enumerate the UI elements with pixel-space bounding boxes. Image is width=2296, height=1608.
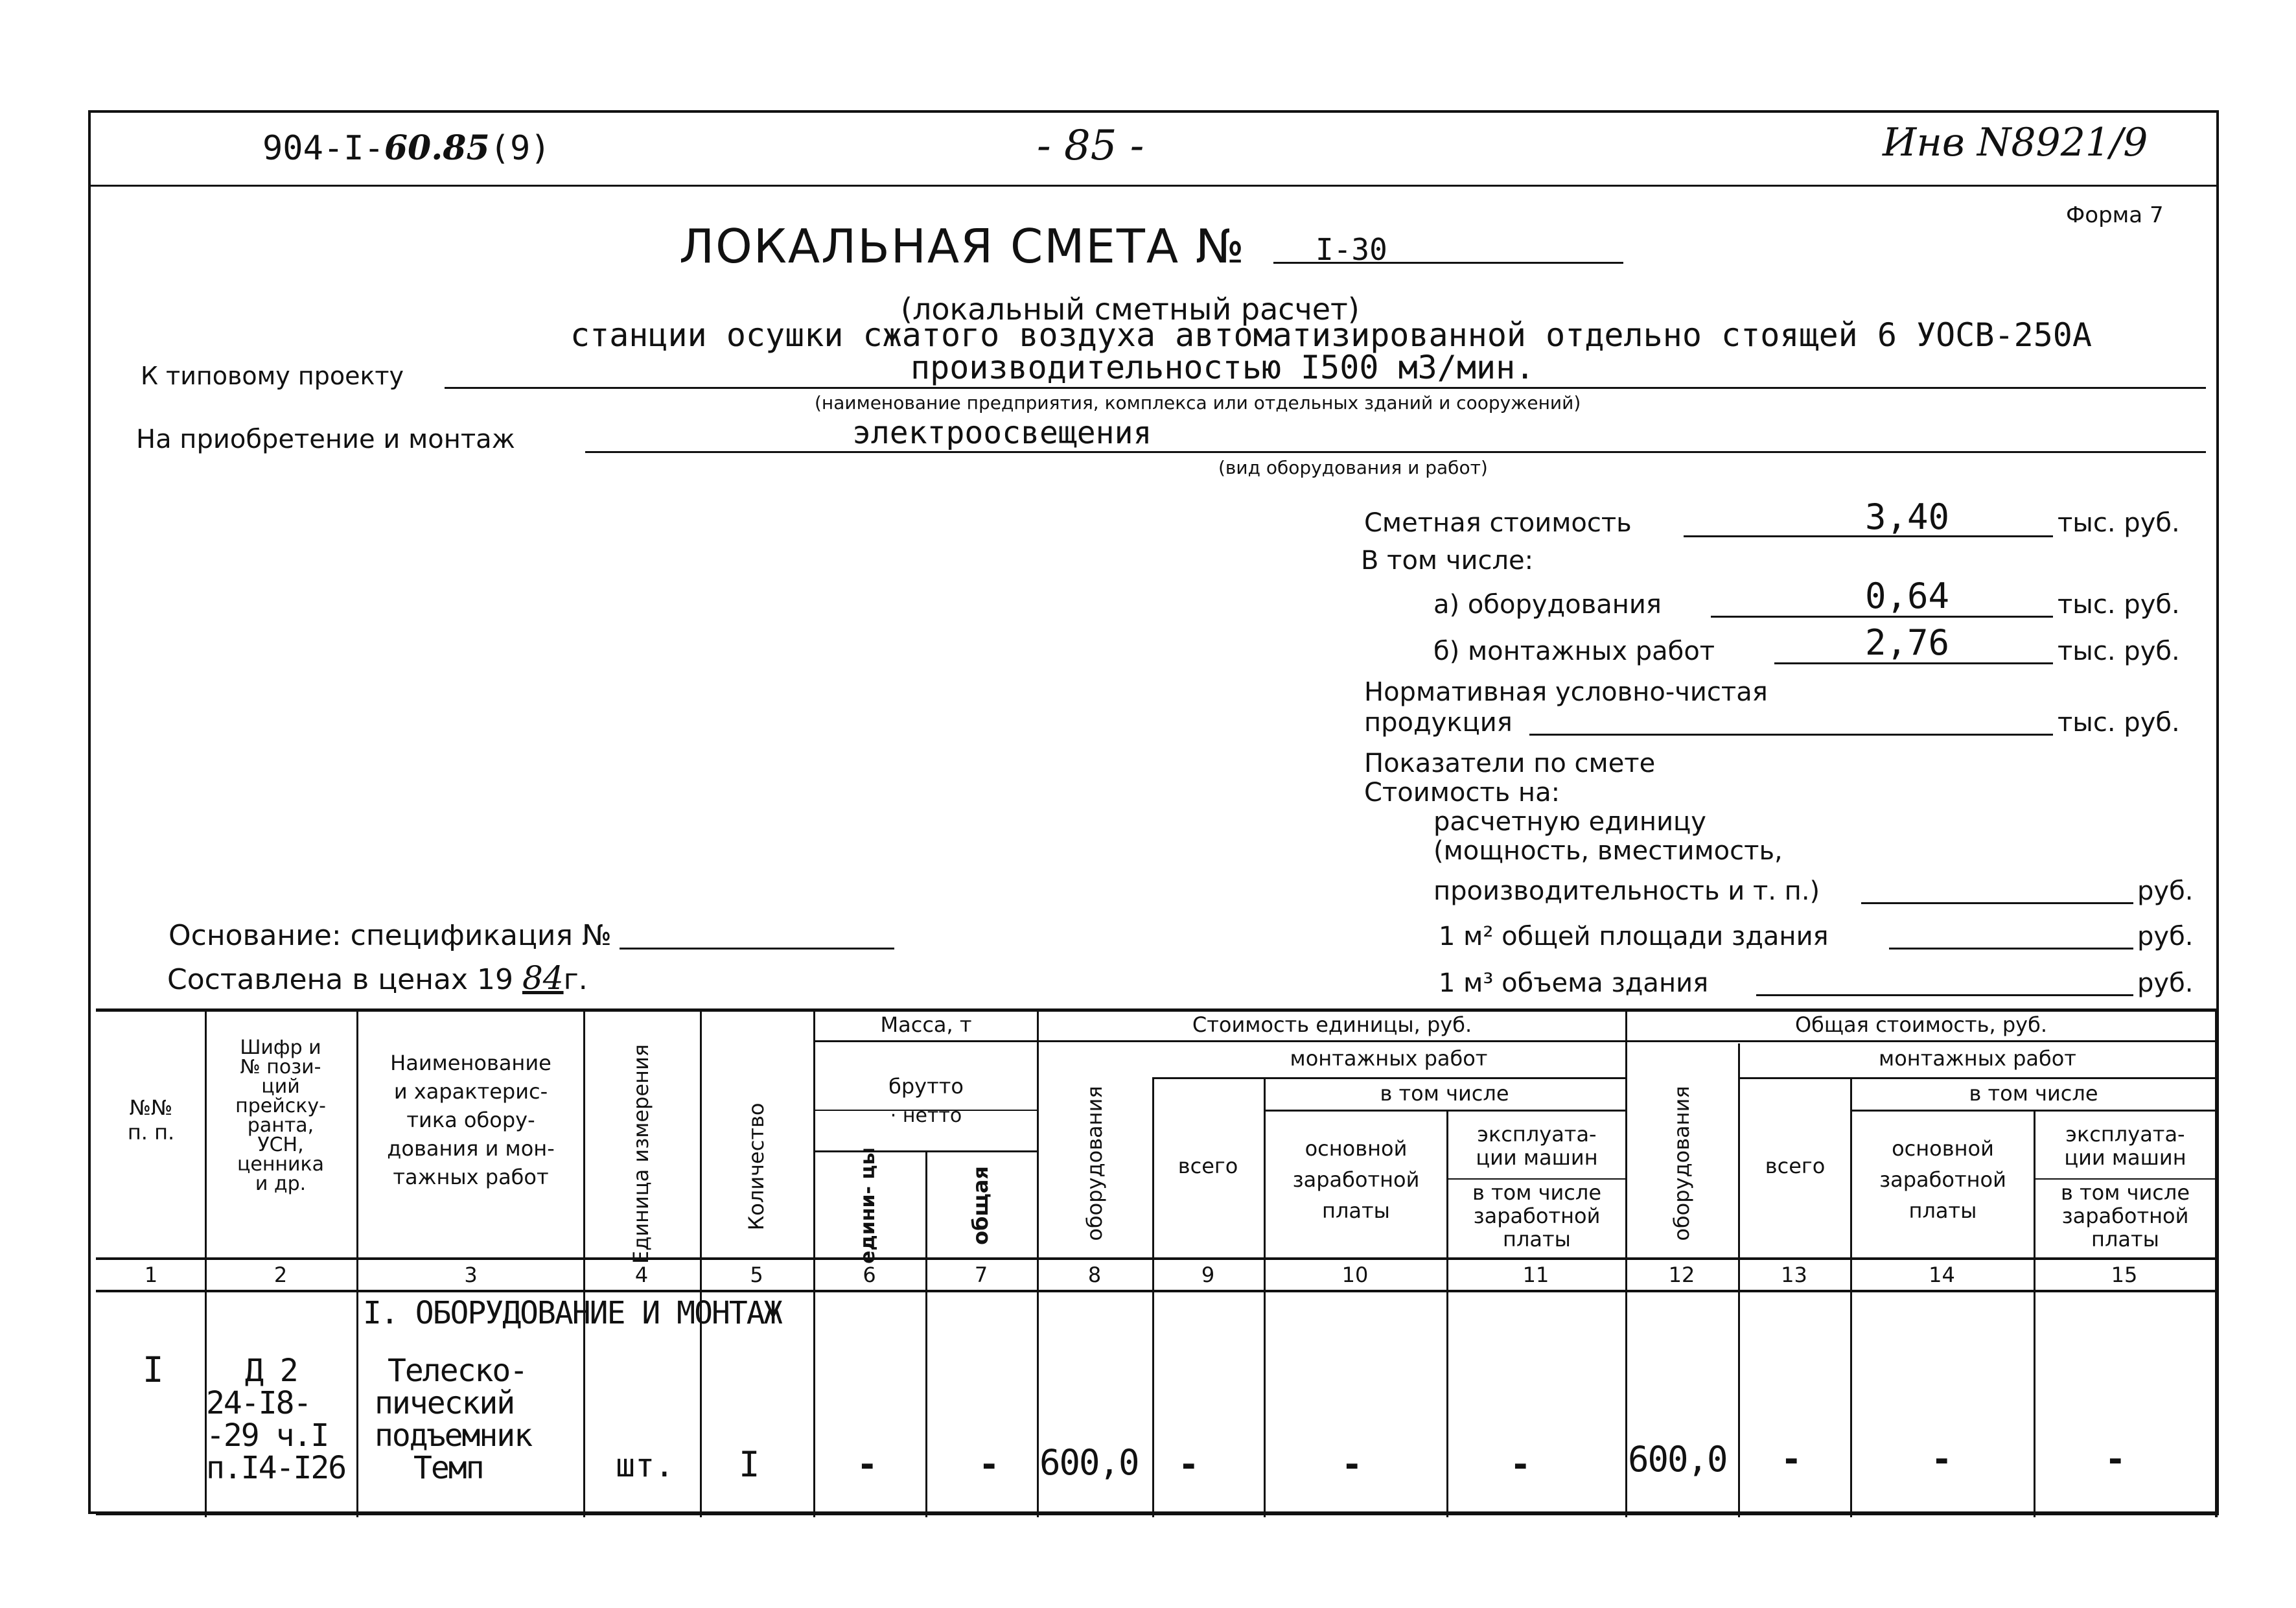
total-mach-under <box>2034 1178 2215 1180</box>
th-name-line: Наименование <box>390 1051 551 1075</box>
acquisition-label: На приобретение и монтаж <box>136 425 515 454</box>
unit-calc-line2: (мощность, вместимость, <box>1433 836 1783 866</box>
row-code-line: -29 ч.I <box>206 1417 329 1454</box>
th-code-line: ранта, <box>247 1114 314 1137</box>
th-wage-line: основной <box>1892 1136 1994 1161</box>
col-number-2: 2 <box>273 1263 288 1287</box>
col-border-right <box>2215 1012 2218 1517</box>
installation-cost-value: 2,76 <box>1865 622 1950 663</box>
th-brutto: брутто <box>888 1074 964 1099</box>
project-caption: (наименование предприятия, комплекса или отдельных зданий и сооружений) <box>815 392 1581 414</box>
row-name-line: пический <box>375 1385 515 1421</box>
project-label-underline <box>445 387 2206 389</box>
row-code-line: 24-I8- <box>206 1385 311 1421</box>
acquisition-value: электроосвещения <box>852 415 1152 451</box>
th-code-line: и др. <box>255 1172 307 1195</box>
th-total-equipment: оборудования <box>1669 1086 1694 1241</box>
th-total-machines <box>2035 1123 2215 1169</box>
section-title: I. ОБОРУДОВАНИЕ И МОНТАЖ <box>363 1295 782 1331</box>
cost-on-label: Стоимость на: <box>1364 778 1560 808</box>
prices-suffix: г. <box>563 963 588 996</box>
mass-under <box>815 1040 1037 1042</box>
col-border <box>2034 1112 2035 1517</box>
th-total-basic-wage <box>1852 1133 2034 1226</box>
th-mach-line: эксплуата- <box>1477 1122 1597 1147</box>
th-code-line: прейску- <box>235 1095 326 1117</box>
unit-calc-line3: производительность и т. п.) <box>1433 876 1820 906</box>
normative-label-line1: Нормативная условно-чистая <box>1364 677 1768 707</box>
th-name-line: тика обору- <box>406 1108 535 1132</box>
header-bottom-line <box>96 1257 2215 1260</box>
th-wage-line: заработной <box>1879 1167 2006 1192</box>
unit-calc-rub: руб. <box>2137 876 2194 906</box>
th-unit-including: в том числе <box>1380 1081 1509 1106</box>
area-rub: руб. <box>2137 922 2194 951</box>
col-number-12: 12 <box>1668 1263 1695 1287</box>
th-name-line: дования и мон- <box>387 1136 555 1161</box>
th-unit-machines-wage <box>1448 1181 1625 1251</box>
installation-cost-unit: тыс. руб. <box>2058 636 2180 666</box>
colnum-bottom-line <box>96 1290 2215 1292</box>
col-number-10: 10 <box>1341 1263 1369 1287</box>
th-machwage-line: в том числе <box>1472 1180 1601 1205</box>
th-qty: Количество <box>744 1102 769 1231</box>
th-code-line: ценника <box>237 1153 325 1176</box>
th-unit-cost: Стоимость единицы, руб. <box>1192 1012 1472 1037</box>
unit-inst-under <box>1152 1077 1625 1079</box>
col-number-7: 7 <box>974 1263 988 1287</box>
th-wage-line: заработной <box>1292 1167 1420 1192</box>
th-code-line: ций <box>261 1075 300 1098</box>
th-wage-line: платы <box>1322 1198 1390 1223</box>
row-code-line: п.I4-I26 <box>206 1450 346 1486</box>
th-unit-total: всего <box>1177 1154 1238 1178</box>
doc-code-suffix: (9) <box>489 129 551 168</box>
th-code-line: УСН, <box>257 1134 304 1156</box>
th-netto: · нетто <box>890 1104 962 1127</box>
th-machwage-line: заработной <box>1473 1204 1601 1228</box>
page-title: ЛОКАЛЬНАЯ СМЕТА № <box>679 219 1246 274</box>
th-mach-line: эксплуата- <box>2065 1122 2185 1147</box>
row-inst-mach: - <box>1510 1444 1531 1485</box>
unit-calc-underline <box>1861 902 2133 904</box>
unit-mach-under <box>1446 1178 1625 1180</box>
row-tot-inst: - <box>1781 1439 1802 1480</box>
col-number-4: 4 <box>634 1263 649 1287</box>
th-machwage-line: в том числе <box>2061 1180 2190 1205</box>
th-name <box>358 1049 583 1191</box>
th-num-label: №№ п. п. <box>127 1095 175 1145</box>
prices-year: 84 <box>522 959 564 997</box>
th-machwage-line: платы <box>2091 1227 2159 1252</box>
form-label: Форма 7 <box>2066 202 2164 228</box>
indicators-label: Показатели по смете <box>1364 749 1656 778</box>
col-number-15: 15 <box>2111 1263 2138 1287</box>
col-number-9: 9 <box>1201 1263 1215 1287</box>
th-unit-installation: монтажных работ <box>1290 1046 1488 1071</box>
th-machwage-line: заработной <box>2061 1204 2189 1228</box>
th-num <box>97 1095 205 1145</box>
col-number-8: 8 <box>1087 1263 1102 1287</box>
th-mass: Масса, т <box>880 1012 972 1037</box>
th-name-line: тажных работ <box>393 1165 549 1189</box>
doc-code <box>262 128 551 168</box>
acquisition-underline <box>585 451 2206 453</box>
th-wage-line: основной <box>1305 1136 1408 1161</box>
area-underline <box>1889 948 2133 950</box>
th-code <box>205 1038 356 1194</box>
th-wage-line: платы <box>1908 1198 1977 1223</box>
basis-label: Основание: спецификация № <box>168 919 612 952</box>
col-border <box>1446 1112 1448 1517</box>
prices-label-text: Составлена в ценах 19 <box>167 963 513 996</box>
basis-underline <box>620 948 894 950</box>
doc-code-print: 904-I- <box>262 129 384 168</box>
th-unit-machines <box>1448 1123 1625 1169</box>
normative-underline <box>1529 734 2053 736</box>
row-code <box>206 1355 345 1484</box>
row-unit: шт. <box>616 1447 675 1484</box>
th-total-cost: Общая стоимость, руб. <box>1794 1012 2047 1037</box>
row-tot-wage: - <box>1931 1439 1953 1480</box>
volume-underline <box>1756 994 2133 996</box>
netto-under <box>815 1150 1037 1152</box>
row-mass-total: - <box>979 1444 1000 1485</box>
col-number-5: 5 <box>750 1263 763 1287</box>
row-number: I <box>143 1349 164 1390</box>
total-cost-under <box>1627 1040 2215 1042</box>
th-code-line: Шифр и <box>240 1036 321 1059</box>
doc-code-hand: 60.85 <box>384 128 490 168</box>
th-name-line: и характерис- <box>393 1079 548 1104</box>
total-inst-under <box>1738 1077 2215 1079</box>
prices-label <box>167 959 588 997</box>
area-label: 1 м² общей площади здания <box>1439 922 1829 951</box>
th-mass-total: общая <box>968 1166 993 1245</box>
project-name-line2: производительностью I500 м3/мин. <box>910 349 1535 386</box>
row-inst-wage: - <box>1341 1444 1363 1485</box>
estimate-number: I-30 <box>1316 232 1387 267</box>
col-border <box>1152 1079 1154 1517</box>
project-name-line1: станции осушки сжатого воздуха автоматизированной отдельно стоящей 6 УОСВ-250А <box>570 316 2092 354</box>
acquisition-caption: (вид оборудования и работ) <box>1218 457 1488 478</box>
th-total-including: в том числе <box>1969 1081 2098 1106</box>
row-qty: I <box>739 1444 760 1485</box>
th-machwage-line: платы <box>1503 1227 1571 1252</box>
equipment-cost-label: а) оборудования <box>1433 590 1662 620</box>
row-equip-unit: 600,0 <box>1039 1442 1139 1483</box>
th-total-installation: монтажных работ <box>1879 1046 2076 1071</box>
row-name-line: Темп <box>413 1450 483 1486</box>
th-unit-basic-wage <box>1266 1133 1446 1226</box>
header-divider <box>88 185 2219 187</box>
th-total-total: всего <box>1765 1154 1826 1178</box>
th-mass-unit: едини- цы <box>857 1147 879 1264</box>
project-label: К типовому проекту <box>141 362 404 390</box>
unit-cost-under <box>1039 1040 1625 1042</box>
col-number-11: 11 <box>1522 1263 1549 1287</box>
col-number-3: 3 <box>464 1263 478 1287</box>
table-top-border <box>96 1008 2219 1012</box>
col-number-6: 6 <box>863 1263 876 1287</box>
th-mach-line: ции машин <box>1476 1145 1598 1170</box>
col-number-1: 1 <box>144 1263 158 1287</box>
th-mach-line: ции машин <box>2064 1145 2186 1170</box>
total-incl-under <box>1850 1110 2215 1112</box>
th-code-line: № пози- <box>240 1056 321 1078</box>
volume-label: 1 м³ объема здания <box>1439 968 1709 998</box>
th-total-machines-wage <box>2035 1181 2215 1251</box>
table-bottom-line <box>96 1513 2219 1515</box>
th-netto-label: нетто <box>902 1104 962 1127</box>
row-mass-unit: - <box>857 1444 878 1485</box>
row-code-line: Д 2 <box>245 1353 297 1389</box>
col-number-14: 14 <box>1929 1263 1955 1287</box>
equipment-cost-unit: тыс. руб. <box>2058 590 2180 620</box>
volume-rub: руб. <box>2137 968 2194 998</box>
unit-incl-under <box>1264 1110 1625 1112</box>
inventory-number: Инв N8921/9 <box>1883 120 2148 165</box>
estimated-cost-label: Сметная стоимость <box>1364 508 1632 538</box>
installation-cost-label: б) монтажных работ <box>1433 636 1715 666</box>
th-unit-equipment: оборудования <box>1082 1086 1107 1241</box>
row-tot-mach: - <box>2105 1439 2126 1480</box>
page-number: - 85 - <box>1037 122 1144 170</box>
estimated-cost-value: 3,40 <box>1865 496 1950 537</box>
row-name-line: подъемник <box>375 1417 532 1454</box>
normative-label-line2: продукция <box>1364 708 1513 738</box>
col-border <box>925 1150 927 1517</box>
unit-calc-line1: расчетную единицу <box>1433 807 1706 837</box>
row-name-line: Телеско- <box>388 1353 528 1389</box>
row-inst-total: - <box>1178 1444 1200 1485</box>
estimated-cost-unit: тыс. руб. <box>2058 508 2180 538</box>
row-name <box>375 1355 531 1484</box>
including-label: В том числе: <box>1361 546 1534 576</box>
row-equip-total: 600,0 <box>1628 1439 1727 1480</box>
th-unit: Единица измерения <box>629 1043 653 1264</box>
normative-unit: тыс. руб. <box>2058 708 2180 738</box>
title-subtitle: (локальный сметный расчет) <box>901 292 1360 327</box>
equipment-cost-value: 0,64 <box>1865 576 1950 616</box>
col-number-13: 13 <box>1781 1263 1807 1287</box>
